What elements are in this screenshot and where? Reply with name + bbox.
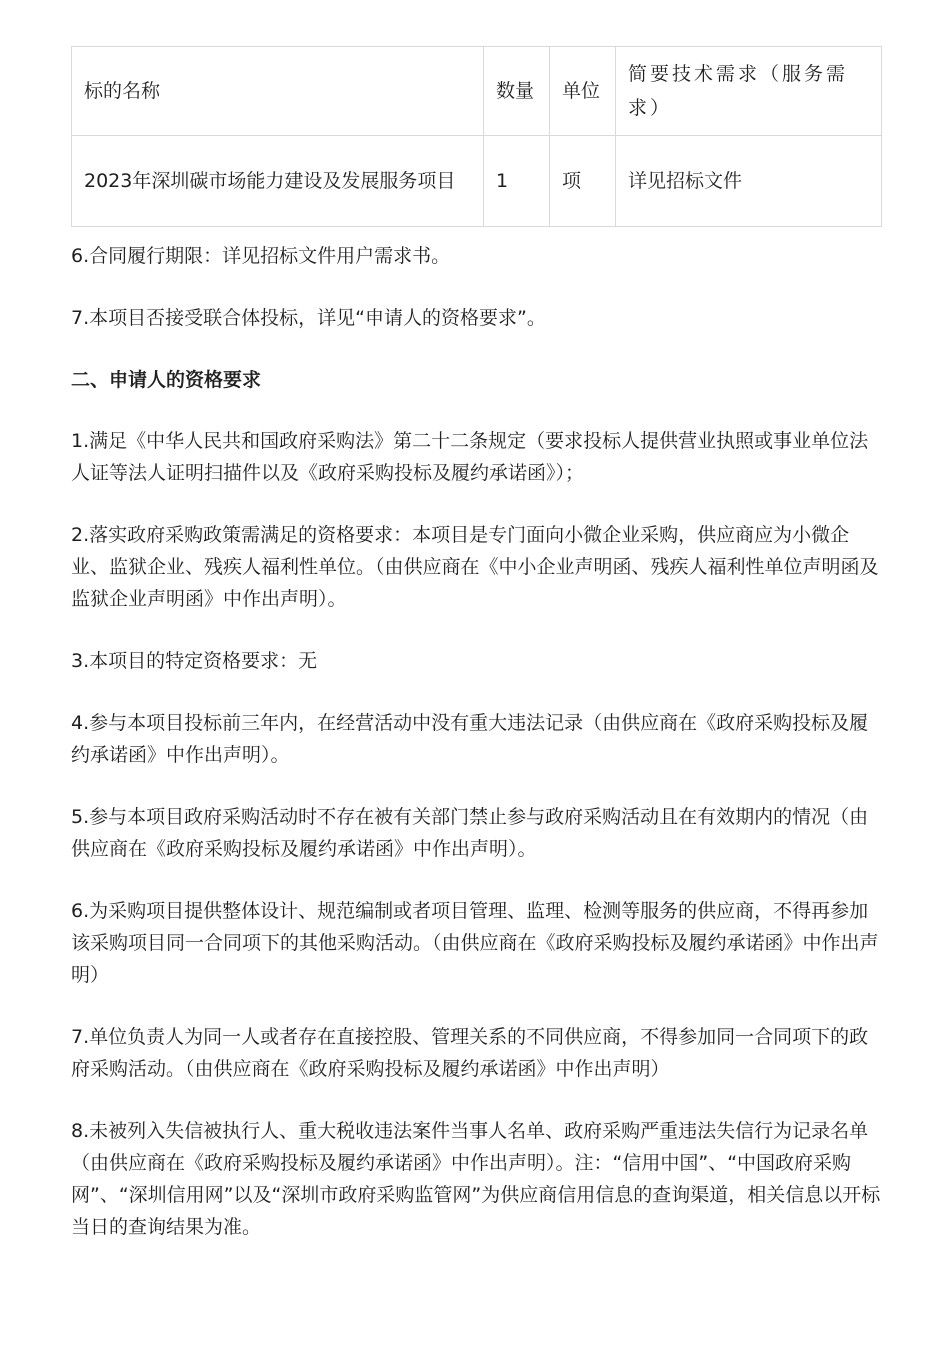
header-item-name: 标的名称 (72, 47, 484, 136)
header-requirement: 简要技术需求（服务需求） (616, 47, 882, 136)
joint-bid-paragraph: 7.本项目否接受联合体投标，详见“申请人的资格要求”。 (71, 307, 546, 329)
procurement-items-table (71, 46, 882, 227)
header-unit: 单位 (550, 47, 616, 136)
qualification-item-8: 8.未被列入失信被执行人、重大税收违法案件当事人名单、政府采购严重违法失信行为记录名单（由供应商在《政府采购投标及履约承诺函》中作出声明）。注：“信用中国”、“中国政府采购网”、“深圳信用网”以及“深圳市政府采购监管网”为供应商信用信息的查询渠道，相关信息以开标当日的查询结果为准。 (71, 1120, 881, 1238)
qualification-item-1: 1.满足《中华人民共和国政府采购法》第二十二条规定（要求投标人提供营业执照或事业单位法人证等法人证明扫描件以及《政府采购投标及履约承诺函》）； (71, 430, 869, 484)
table-row (72, 136, 882, 227)
header-quantity: 数量 (484, 47, 550, 136)
qualification-item-3: 3.本项目的特定资格要求：无 (71, 650, 318, 672)
qualification-item-4: 4.参与本项目投标前三年内，在经营活动中没有重大违法记录（由供应商在《政府采购投标及履约承诺函》中作出声明）。 (71, 712, 869, 766)
table-header-row (72, 47, 882, 136)
qualification-item-2: 2.落实政府采购政策需满足的资格要求：本项目是专门面向小微企业采购，供应商应为小微企业、监狱企业、残疾人福利性单位。（由供应商在《中小企业声明函、残疾人福利性单位声明函及监狱企业声明函》中作出声明）。 (71, 524, 879, 610)
qualification-item-7: 7.单位负责人为同一人或者存在直接控股、管理关系的不同供应商，不得参加同一合同项下的政府采购活动。（由供应商在《政府采购投标及履约承诺函》中作出声明） (71, 1026, 869, 1080)
qualification-item-6: 6.为采购项目提供整体设计、规范编制或者项目管理、监理、检测等服务的供应商，不得再参加该采购项目同一合同项下的其他采购活动。（由供应商在《政府采购投标及履约承诺函》中作出声明） (71, 900, 879, 986)
cell-quantity: 1 (484, 136, 550, 227)
cell-unit: 项 (550, 136, 616, 227)
section-heading: 二、申请人的资格要求 (71, 369, 262, 391)
contract-term-paragraph: 6.合同履行期限：详见招标文件用户需求书。 (71, 245, 451, 267)
cell-item-name: 2023年深圳碳市场能力建设及发展服务项目 (72, 136, 484, 227)
qualification-item-5: 5.参与本项目政府采购活动时不存在被有关部门禁止参与政府采购活动且在有效期内的情况（由供应商在《政府采购投标及履约承诺函》中作出声明）。 (71, 806, 869, 860)
cell-requirement: 详见招标文件 (616, 136, 882, 227)
